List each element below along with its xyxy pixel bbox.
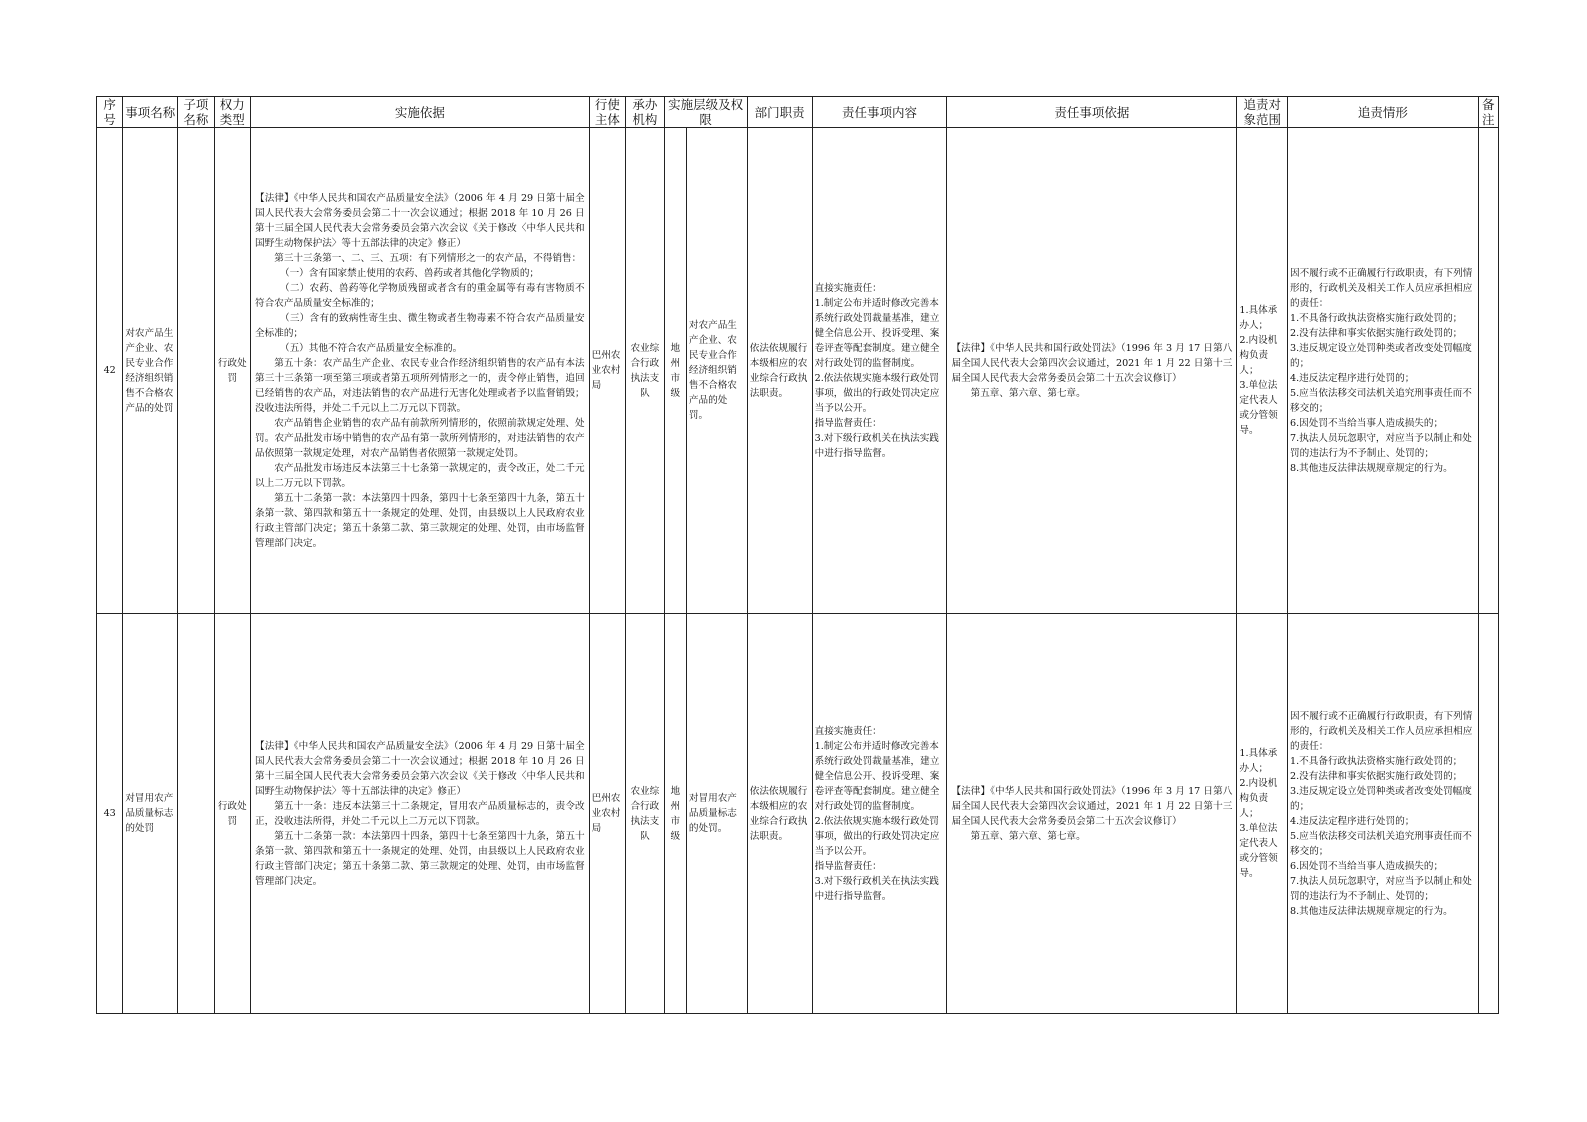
cell-remark [1478,128,1498,614]
cell-seq: 42 [97,128,123,614]
header-row [97,97,1499,128]
cell-duty: 依法依规履行本级相应的农业综合行政执法职责。 [747,128,812,614]
header-power-type: 权力类型 [214,97,250,128]
cell-level-detail: 对冒用农产品质量标志的处罚。 [686,614,747,1014]
cell-basis [251,128,590,614]
resp-basis-chapters: 第五章、第六章、第七章。 [970,830,1086,842]
cell-situation: 因不履行或不正确履行行政职责，有下列情形的，行政机关及相关工作人员应承担相应的责任： 1.不具备行政执法资格实施行政处罚的； 2.没有法律和事实依据实施行政处罚的； 3.违反规定设立处罚种类或者改变处罚幅度的； 4.违反法定程序进行处罚的； 5.应当依法移交司法机关追究刑事责任而不移交的； 6.因处罚不当给当事人造成损失的； 7.执法人员玩忽职守，对应当予以制止和处罚的违法行为不予制止、处罚的； 8.其他违反法律法规规章规定的行为。 [1288,614,1479,1014]
cell-sub-name [178,128,214,614]
cell-power-type: 行政处罚 [214,614,250,1014]
basis-paragraph: 第五十一条：违反本法第三十二条规定，冒用农产品质量标志的，责令改正，没收违法所得，并处二千元以上二万元以下罚款。 [255,800,585,827]
basis-paragraph: 农产品销售企业销售的农产品有前款所列情形的，依照前款规定处理、处罚。农产品批发市场中销售的农产品有第一款所列情形的，对违法销售的农产品依照第一款规定处理，对农产品销售者依照第一款规定处罚。 [255,417,585,459]
power-list-table [96,96,1499,1014]
basis-paragraph: （三）含有的致病性寄生虫、微生物或者生物毒素不符合农产品质量安全标准的； [255,312,585,339]
header-seq: 序号 [97,97,123,128]
cell-scope: 1.具体承办人； 2.内设机构负责人； 3.单位法定代表人或分管领导。 [1237,128,1288,614]
cell-sub-name [178,614,214,1014]
cell-power-type: 行政处罚 [214,128,250,614]
cell-duty: 依法依规履行本级相应的农业综合行政执法职责。 [747,614,812,1014]
cell-level-detail: 对农产品生产企业、农民专业合作经济组织销售不合格农产品的处罚。 [686,128,747,614]
header-basis: 实施依据 [251,97,590,128]
cell-item-name: 对农产品生产企业、农民专业合作经济组织销售不合格农产品的处罚 [123,128,178,614]
cell-resp-content: 直接实施责任： 1.制定公布并适时修改完善本系统行政处罚裁量基准，建立健全信息公开、投诉受理、案卷评查等配套制度。建立健全对行政处罚的监督制度。 2.依法依规实施本级行政处罚事项，做出的行政处罚决定应当予以公开。 指导监督责任： 3.对下级行政机关在执法实践中进行指导监督。 [812,614,947,1014]
header-resp-content: 责任事项内容 [812,97,947,128]
cell-level: 地州市级 [664,128,686,614]
header-remark: 备注 [1478,97,1498,128]
cell-item-name: 对冒用农产品质量标志的处罚 [123,614,178,1014]
cell-basis [251,614,590,1014]
cell-remark [1478,614,1498,1014]
resp-basis-text: 【法律】《中华人民共和国行政处罚法》（1996 年 3 月 17 日第八届全国人民代表大会第四次会议通过，2021 年 1 月 22 日第十三届全国人民代表大会常务委员会第二十五次会议修订） [951,342,1233,384]
header-item-name: 事项名称 [123,97,178,128]
basis-paragraph: （五）其他不符合农产品质量安全标准的。 [280,342,463,354]
cell-level: 地州市级 [664,614,686,1014]
basis-paragraph: （一）含有国家禁止使用的农药、兽药或者其他化学物质的； [280,267,540,279]
table-row [97,128,1499,614]
header-organ: 承办机构 [626,97,665,128]
cell-organ: 农业综合行政执法支队 [626,614,665,1014]
basis-paragraph: 第五十二条第一款：本法第四十四条，第四十七条至第四十九条，第五十条第一款、第四款和第五十一条规定的处理、处罚，由县级以上人民政府农业行政主管部门决定；第五十条第二款、第三款规定的处理、处罚，由市场监督管理部门决定。 [255,492,585,549]
cell-resp-content: 直接实施责任： 1.制定公布并适时修改完善本系统行政处罚裁量基准，建立健全信息公开、投诉受理、案卷评查等配套制度。建立健全对行政处罚的监督制度。 2.依法依规实施本级行政处罚事项，做出的行政处罚决定应当予以公开。 指导监督责任： 3.对下级行政机关在执法实践中进行指导监督。 [812,128,947,614]
cell-organ: 农业综合行政执法支队 [626,128,665,614]
header-scope: 追责对象范围 [1237,97,1288,128]
basis-paragraph: 第三十三条第一、二、三、五项：有下列情形之一的农产品，不得销售： [274,252,582,264]
cell-seq: 43 [97,614,123,1014]
basis-paragraph: 农产品批发市场违反本法第三十七条第一款规定的，责令改正，处二千元以上二万元以下罚款。 [255,462,585,489]
resp-basis-text: 【法律】《中华人民共和国行政处罚法》（1996 年 3 月 17 日第八届全国人民代表大会第四次会议通过，2021 年 1 月 22 日第十三届全国人民代表大会常务委员会第二十五次会议修订） [951,785,1233,827]
header-sub-name: 子项名称 [178,97,214,128]
cell-resp-basis [947,128,1237,614]
cell-resp-basis [947,614,1237,1014]
basis-paragraph: 第五十二条第一款：本法第四十四条，第四十七条至第四十九条，第五十条第一款、第四款和第五十一条规定的处理、处罚，由县级以上人民政府农业行政主管部门决定；第五十条第二款、第三款规定的处理、处罚，由市场监督管理部门决定。 [255,830,585,887]
cell-scope: 1.具体承办人； 2.内设机构负责人； 3.单位法定代表人或分管领导。 [1237,614,1288,1014]
basis-paragraph: 【法律】《中华人民共和国农产品质量安全法》（2006 年 4 月 29 日第十届全国人民代表大会常务委员会第二十一次会议通过；根据 2018 年 10 月 26 日第十三届全国人民代表大会常务委员会第六次会议《关于修改〈中华人民共和国野生动物保护法〉等十五部法律的决定》修正） [255,740,585,797]
table-row [97,614,1499,1014]
header-duty: 部门职责 [747,97,812,128]
basis-paragraph: （二）农药、兽药等化学物质残留或者含有的重金属等有毒有害物质不符合农产品质量安全标准的； [255,282,585,309]
header-resp-basis: 责任事项依据 [947,97,1237,128]
basis-paragraph: 【法律】《中华人民共和国农产品质量安全法》（2006 年 4 月 29 日第十届全国人民代表大会常务委员会第二十一次会议通过；根据 2018 年 10 月 26 日第十三届全国人民代表大会常务委员会第六次会议《关于修改〈中华人民共和国野生动物保护法〉等十五部法律的决定》修正） [255,192,585,249]
cell-situation: 因不履行或不正确履行行政职责，有下列情形的，行政机关及相关工作人员应承担相应的责任： 1.不具备行政执法资格实施行政处罚的； 2.没有法律和事实依据实施行政处罚的； 3.违反规定设立处罚种类或者改变处罚幅度的； 4.违反法定程序进行处罚的； 5.应当依法移交司法机关追究刑事责任而不移交的； 6.因处罚不当给当事人造成损失的； 7.执法人员玩忽职守，对应当予以制止和处罚的违法行为不予制止、处罚的； 8.其他违反法律法规规章规定的行为。 [1288,128,1479,614]
header-situation: 追责情形 [1288,97,1479,128]
header-subject: 行使主体 [589,97,625,128]
cell-subject: 巴州农业农村局 [589,614,625,1014]
basis-paragraph: 第五十条：农产品生产企业、农民专业合作经济组织销售的农产品有本法第三十三条第一项至第三项或者第五项所列情形之一的，责令停止销售，追回已经销售的农产品，对违法销售的农产品进行无害化处理或者予以监督销毁；没收违法所得，并处二千元以上二万元以下罚款。 [255,357,585,414]
resp-basis-chapters: 第五章、第六章、第七章。 [970,387,1086,399]
cell-subject: 巴州农业农村局 [589,128,625,614]
header-level: 实施层级及权限 [664,97,747,128]
